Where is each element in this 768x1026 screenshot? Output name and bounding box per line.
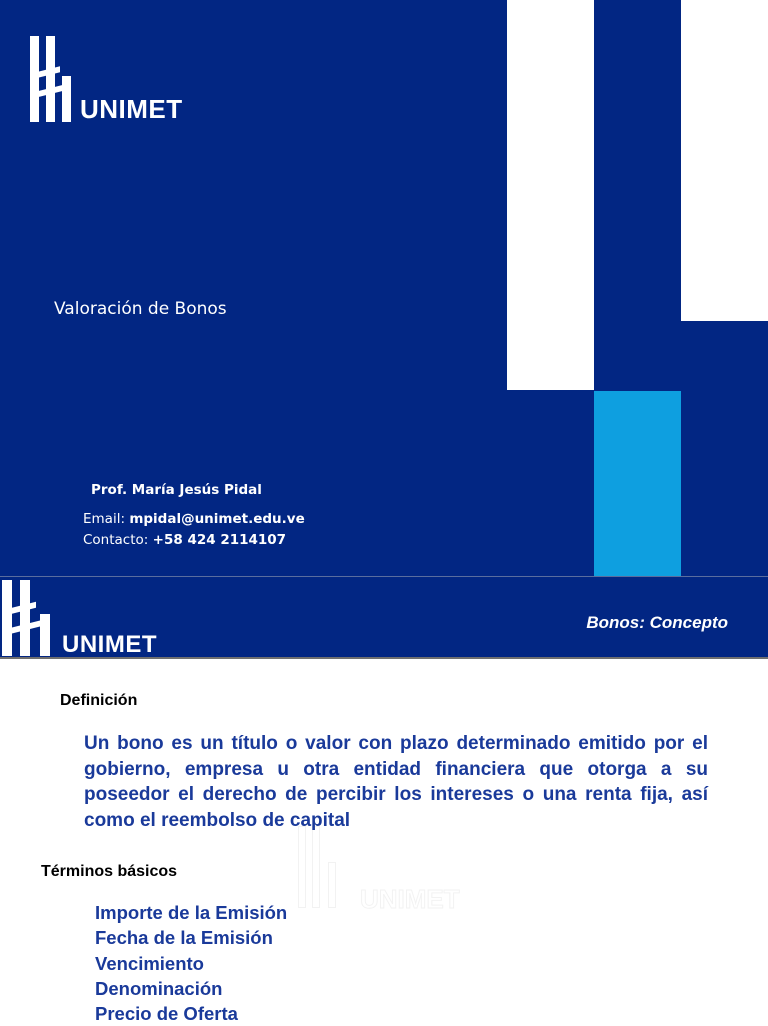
watermark-bar [312, 826, 320, 908]
logo-bar [46, 36, 55, 122]
contact-label: Contacto: [83, 532, 149, 548]
unimet-watermark [298, 826, 468, 916]
slide-title: Bonos: Concepto [586, 613, 728, 632]
logo-bar [2, 580, 12, 656]
term-item: Vencimiento [95, 952, 204, 974]
presentation-title: Valoración de Bonos [54, 299, 227, 319]
definition-heading: Definición [60, 692, 138, 709]
professor-name: Prof. María Jesús Pidal [91, 482, 262, 498]
email-address: mpidal@unimet.edu.ve [129, 511, 305, 527]
term-item: Precio de Oferta [95, 1003, 238, 1025]
email-label: Email: [83, 511, 126, 527]
definition-text: Un bono es un título o valor con plazo determinado emitido por el gobierno, empresa u otra entidad financiera que otorga a su poseedor el derecho de percibir los intereses o una renta fija, así como el reembolso de capital [84, 733, 708, 831]
email-line [83, 511, 305, 527]
watermark-bar [328, 862, 336, 908]
logo-wordmark: UNIMET [80, 94, 183, 124]
decorative-white-bar [681, 0, 768, 321]
unimet-logo [30, 36, 190, 126]
term-item: Importe de la Emisión [95, 902, 288, 923]
logo-wordmark: UNIMET [62, 631, 157, 658]
watermark-wordmark: UNIMET [360, 884, 460, 914]
logo-bar [20, 580, 30, 656]
contact-phone: +58 424 2114107 [152, 532, 287, 548]
decorative-cyan-bar [594, 391, 681, 576]
term-item: Fecha de la Emisión [95, 927, 273, 949]
terms-heading: Términos básicos [41, 863, 178, 880]
watermark-bar [298, 826, 306, 908]
decorative-white-bar [507, 0, 594, 390]
terms-list [95, 900, 287, 1026]
term-item: Denominación [95, 977, 223, 999]
contact-line [83, 532, 286, 548]
unimet-logo [2, 578, 172, 658]
